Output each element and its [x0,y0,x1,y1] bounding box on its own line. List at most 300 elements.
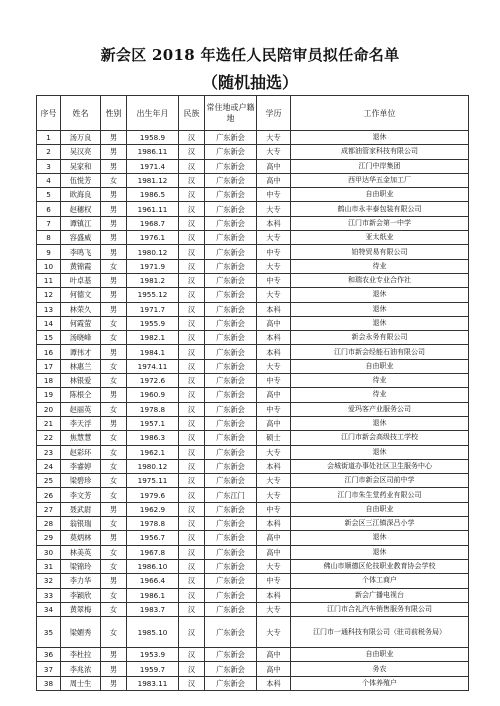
cell-gender: 女 [101,602,127,616]
cell-birth: 1986.1 [127,588,179,602]
cell-residence: 广东新会 [205,145,257,159]
table-row [37,188,469,202]
cell-index: 8 [37,231,61,245]
table-row [37,431,469,445]
document-title: 新会区 2018 年选任人民陪审员拟任命名单 [100,46,400,64]
table-row [37,259,469,273]
cell-birth: 1966.4 [127,574,179,588]
cell-index: 17 [37,359,61,373]
header-birth: 出生年月 [127,96,179,131]
table-row [37,617,469,648]
cell-birth: 1975.11 [127,474,179,488]
cell-name: 李颖欣 [61,588,101,602]
cell-index: 21 [37,416,61,430]
cell-gender: 女 [101,588,127,602]
cell-ethnicity: 汉 [179,588,205,602]
cell-workplace: 亚太纸业 [291,231,469,245]
cell-index: 24 [37,459,61,473]
cell-ethnicity: 汉 [179,517,205,531]
cell-residence: 广东新会 [205,474,257,488]
cell-ethnicity: 汉 [179,502,205,516]
cell-workplace: 待业 [291,374,469,388]
cell-workplace: 退休 [291,316,469,330]
table-row [37,159,469,173]
cell-ethnicity: 汉 [179,459,205,473]
cell-ethnicity: 汉 [179,259,205,273]
cell-residence: 广东新会 [205,245,257,259]
cell-name: 黄锦霞 [61,259,101,273]
cell-workplace: 退休 [291,131,469,145]
cell-index: 28 [37,517,61,531]
cell-education: 中专 [257,273,291,287]
cell-name: 林银爱 [61,374,101,388]
cell-education: 中专 [257,245,291,259]
cell-education: 大专 [257,288,291,302]
cell-ethnicity: 汉 [179,545,205,559]
cell-ethnicity: 汉 [179,617,205,648]
cell-education: 本科 [257,216,291,230]
cell-education: 大专 [257,145,291,159]
cell-index: 27 [37,502,61,516]
cell-education: 本科 [257,459,291,473]
cell-residence: 广东新会 [205,574,257,588]
cell-workplace: 自由职业 [291,359,469,373]
cell-name: 赵穗权 [61,202,101,216]
cell-workplace: 退休 [291,416,469,430]
cell-ethnicity: 汉 [179,231,205,245]
cell-name: 赵丽英 [61,402,101,416]
cell-ethnicity: 汉 [179,359,205,373]
cell-index: 16 [37,345,61,359]
cell-name: 何霞萤 [61,316,101,330]
cell-index: 26 [37,488,61,502]
cell-index: 20 [37,402,61,416]
cell-gender: 男 [101,231,127,245]
table-row [37,316,469,330]
cell-name: 陈根仝 [61,388,101,402]
cell-name: 梁锦玲 [61,559,101,573]
cell-ethnicity: 汉 [179,345,205,359]
cell-education: 本科 [257,676,291,690]
cell-name: 焦慧慧 [61,431,101,445]
cell-workplace: 江门市新会经能石油有限公司 [291,345,469,359]
cell-ethnicity: 汉 [179,602,205,616]
table-row [37,517,469,531]
cell-index: 31 [37,559,61,573]
cell-index: 30 [37,545,61,559]
table-row [37,202,469,216]
cell-birth: 1983.7 [127,602,179,616]
cell-ethnicity: 汉 [179,331,205,345]
cell-residence: 广东新会 [205,431,257,445]
cell-workplace: 务农 [291,662,469,676]
cell-education: 本科 [257,345,291,359]
cell-birth: 1958.9 [127,131,179,145]
cell-education: 高中 [257,545,291,559]
cell-residence: 广东新会 [205,545,257,559]
table-row [37,173,469,187]
cell-gender: 男 [101,676,127,690]
table-row [37,502,469,516]
cell-residence: 广东新会 [205,416,257,430]
cell-education: 大专 [257,259,291,273]
cell-workplace: 会城街道办事处社区卫生服务中心 [291,459,469,473]
cell-residence: 广东新会 [205,259,257,273]
cell-gender: 男 [101,159,127,173]
cell-workplace: 成都油管家科技有限公司 [291,145,469,159]
header-ethnicity: 民族 [179,96,205,131]
cell-education: 高中 [257,648,291,662]
header-name: 姓名 [61,96,101,131]
cell-workplace: 鹤山市永丰泰包装有限公司 [291,202,469,216]
cell-name: 容盛威 [61,231,101,245]
cell-birth: 1980.12 [127,459,179,473]
cell-name: 谭镇江 [61,216,101,230]
cell-birth: 1953.9 [127,648,179,662]
cell-residence: 广东新会 [205,662,257,676]
cell-ethnicity: 汉 [179,216,205,230]
cell-workplace: 退休 [291,302,469,316]
cell-birth: 1972.6 [127,374,179,388]
cell-gender: 女 [101,545,127,559]
cell-name: 李天浮 [61,416,101,430]
cell-ethnicity: 汉 [179,676,205,690]
cell-residence: 广东新会 [205,316,257,330]
cell-residence: 广东新会 [205,288,257,302]
cell-index: 10 [37,259,61,273]
table-row [37,245,469,259]
cell-education: 高中 [257,316,291,330]
cell-education: 大专 [257,231,291,245]
cell-education: 中专 [257,574,291,588]
cell-workplace: 爱玛客产业服务公司 [291,402,469,416]
cell-ethnicity: 汉 [179,445,205,459]
cell-education: 高中 [257,662,291,676]
cell-residence: 广东新会 [205,131,257,145]
cell-birth: 1979.6 [127,488,179,502]
cell-education: 中专 [257,374,291,388]
cell-workplace: 西甲达华五金加工厂 [291,173,469,187]
cell-gender: 女 [101,474,127,488]
cell-education: 高中 [257,388,291,402]
table-row [37,416,469,430]
cell-ethnicity: 汉 [179,145,205,159]
cell-ethnicity: 汉 [179,173,205,187]
cell-residence: 广东新会 [205,531,257,545]
cell-ethnicity: 汉 [179,388,205,402]
table-row [37,273,469,287]
cell-workplace: 退休 [291,288,469,302]
cell-name: 翁银瑞 [61,517,101,531]
cell-index: 35 [37,617,61,648]
cell-index: 36 [37,648,61,662]
cell-workplace: 退休 [291,445,469,459]
cell-birth: 1981.12 [127,173,179,187]
cell-workplace: 自由职业 [291,188,469,202]
cell-birth: 1974.11 [127,359,179,373]
table-row [37,648,469,662]
table-row [37,231,469,245]
cell-index: 23 [37,445,61,459]
cell-ethnicity: 汉 [179,648,205,662]
cell-ethnicity: 汉 [179,374,205,388]
cell-education: 本科 [257,517,291,531]
table-row [37,331,469,345]
cell-workplace: 铂特贸易有限公司 [291,245,469,259]
cell-residence: 广东新会 [205,345,257,359]
cell-education: 中专 [257,188,291,202]
cell-birth: 1971.7 [127,302,179,316]
table-row [37,676,469,690]
table-row [37,662,469,676]
cell-gender: 女 [101,402,127,416]
cell-residence: 广东新会 [205,202,257,216]
cell-education: 硕士 [257,431,291,445]
cell-residence: 广东新会 [205,602,257,616]
cell-index: 12 [37,288,61,302]
cell-gender: 女 [101,445,127,459]
document-subtitle: （随机抽选） [201,73,298,92]
cell-residence: 广东新会 [205,159,257,173]
cell-name: 林惠兰 [61,359,101,373]
table-row [37,574,469,588]
cell-name: 黄翠梅 [61,602,101,616]
cell-gender: 女 [101,259,127,273]
cell-education: 本科 [257,331,291,345]
cell-education: 大专 [257,202,291,216]
cell-education: 大专 [257,474,291,488]
cell-index: 32 [37,574,61,588]
cell-birth: 1968.7 [127,216,179,230]
cell-gender: 女 [101,488,127,502]
cell-name: 梁碧珍 [61,474,101,488]
cell-birth: 1955.9 [127,316,179,330]
cell-gender: 女 [101,316,127,330]
cell-name: 李睿婷 [61,459,101,473]
cell-workplace: 江门市朱生堂药业有限公司 [291,488,469,502]
table-row [37,216,469,230]
cell-workplace: 待业 [291,388,469,402]
cell-ethnicity: 汉 [179,416,205,430]
cell-index: 37 [37,662,61,676]
cell-gender: 女 [101,374,127,388]
cell-birth: 1986.3 [127,431,179,445]
cell-residence: 广东新会 [205,216,257,230]
cell-workplace: 江门市合礼汽车销售服务有限公司 [291,602,469,616]
cell-residence: 广东新会 [205,374,257,388]
cell-education: 高中 [257,416,291,430]
cell-index: 6 [37,202,61,216]
table-row [37,602,469,616]
cell-education: 本科 [257,302,291,316]
cell-name: 伍悦芳 [61,173,101,187]
cell-birth: 1985.10 [127,617,179,648]
cell-gender: 男 [101,245,127,259]
cell-ethnicity: 汉 [179,488,205,502]
table-row [37,145,469,159]
cell-index: 13 [37,302,61,316]
cell-name: 吴汉亮 [61,145,101,159]
cell-name: 汤万良 [61,131,101,145]
table-row [37,131,469,145]
cell-ethnicity: 汉 [179,402,205,416]
cell-index: 29 [37,531,61,545]
cell-birth: 1959.7 [127,662,179,676]
header-gender: 性别 [101,96,127,131]
cell-workplace: 新会区三江镇深吕小学 [291,517,469,531]
cell-residence: 广东新会 [205,388,257,402]
table-row [37,531,469,545]
cell-index: 11 [37,273,61,287]
cell-education: 大专 [257,359,291,373]
cell-gender: 女 [101,173,127,187]
cell-index: 25 [37,474,61,488]
cell-birth: 1983.11 [127,676,179,690]
cell-ethnicity: 汉 [179,188,205,202]
cell-education: 高中 [257,173,291,187]
table-row [37,588,469,602]
cell-education: 大专 [257,617,291,648]
cell-education: 大专 [257,602,291,616]
cell-index: 4 [37,173,61,187]
cell-residence: 广东新会 [205,517,257,531]
table-row [37,445,469,459]
cell-name: 汤晓峰 [61,331,101,345]
cell-education: 大专 [257,131,291,145]
cell-gender: 男 [101,131,127,145]
table-body [37,131,469,691]
table-row [37,488,469,502]
cell-gender: 女 [101,431,127,445]
cell-residence: 广东新会 [205,648,257,662]
cell-birth: 1986.5 [127,188,179,202]
cell-residence: 广东新会 [205,459,257,473]
table-row [37,559,469,573]
cell-workplace: 自由职业 [291,648,469,662]
cell-birth: 1971.9 [127,259,179,273]
table-header-row [37,96,469,131]
cell-index: 14 [37,316,61,330]
cell-index: 5 [37,188,61,202]
header-index: 序号 [37,96,61,131]
cell-workplace: 江门市新会区司前中学 [291,474,469,488]
cell-workplace: 江门中岸集团 [291,159,469,173]
cell-ethnicity: 汉 [179,131,205,145]
cell-name: 李力华 [61,574,101,588]
cell-residence: 广东新会 [205,231,257,245]
cell-name: 谭伟才 [61,345,101,359]
cell-education: 高中 [257,531,291,545]
cell-name: 何德文 [61,288,101,302]
cell-gender: 男 [101,502,127,516]
cell-index: 34 [37,602,61,616]
cell-gender: 男 [101,416,127,430]
cell-gender: 女 [101,559,127,573]
cell-name: 聂武尉 [61,502,101,516]
cell-birth: 1978.8 [127,517,179,531]
cell-gender: 女 [101,359,127,373]
table-row [37,345,469,359]
cell-name: 梁媚秀 [61,617,101,648]
cell-workplace: 佛山市顺德区伦技职业教育协会学校 [291,559,469,573]
cell-workplace: 新会永务有限公司 [291,331,469,345]
cell-gender: 男 [101,662,127,676]
cell-education: 大专 [257,445,291,459]
cell-index: 9 [37,245,61,259]
cell-birth: 1986.11 [127,145,179,159]
cell-workplace: 退休 [291,545,469,559]
cell-workplace: 自由职业 [291,502,469,516]
cell-residence: 广东新会 [205,402,257,416]
cell-gender: 男 [101,188,127,202]
cell-ethnicity: 汉 [179,559,205,573]
cell-gender: 男 [101,648,127,662]
cell-residence: 广东新会 [205,302,257,316]
cell-gender: 男 [101,345,127,359]
cell-name: 莫炳林 [61,531,101,545]
cell-birth: 1982.1 [127,331,179,345]
cell-residence: 广东新会 [205,676,257,690]
cell-gender: 女 [101,331,127,345]
cell-birth: 1980.12 [127,245,179,259]
cell-gender: 女 [101,459,127,473]
cell-birth: 1962.9 [127,502,179,516]
cell-gender: 男 [101,531,127,545]
cell-ethnicity: 汉 [179,288,205,302]
cell-birth: 1960.9 [127,388,179,402]
cell-residence: 广东新会 [205,559,257,573]
cell-gender: 男 [101,273,127,287]
cell-birth: 1967.8 [127,545,179,559]
cell-gender: 男 [101,574,127,588]
cell-birth: 1971.4 [127,159,179,173]
cell-gender: 女 [101,617,127,648]
cell-gender: 男 [101,202,127,216]
cell-workplace: 江门市新会第一中学 [291,216,469,230]
cell-workplace: 江门市新会高级技工学校 [291,431,469,445]
table-row [37,402,469,416]
cell-education: 大专 [257,488,291,502]
cell-name: 林美英 [61,545,101,559]
cell-gender: 女 [101,517,127,531]
cell-ethnicity: 汉 [179,316,205,330]
cell-workplace: 江门市一通科技有限公司（驻司前税务局） [291,617,469,648]
cell-residence: 广东新会 [205,173,257,187]
cell-birth: 1956.7 [127,531,179,545]
cell-ethnicity: 汉 [179,202,205,216]
table-row [37,474,469,488]
cell-name: 李兆浓 [61,662,101,676]
cell-birth: 1984.1 [127,345,179,359]
cell-ethnicity: 汉 [179,662,205,676]
cell-workplace: 退休 [291,531,469,545]
table-row [37,388,469,402]
cell-education: 大专 [257,559,291,573]
cell-index: 15 [37,331,61,345]
cell-name: 李杜拉 [61,648,101,662]
cell-gender: 男 [101,145,127,159]
cell-residence: 广东新会 [205,273,257,287]
cell-residence: 广东新会 [205,445,257,459]
cell-education: 中专 [257,402,291,416]
cell-name: 欧海良 [61,188,101,202]
cell-index: 19 [37,388,61,402]
cell-ethnicity: 汉 [179,273,205,287]
cell-gender: 男 [101,216,127,230]
juror-table [36,95,469,691]
cell-workplace: 个体养殖户 [291,676,469,690]
cell-ethnicity: 汉 [179,574,205,588]
